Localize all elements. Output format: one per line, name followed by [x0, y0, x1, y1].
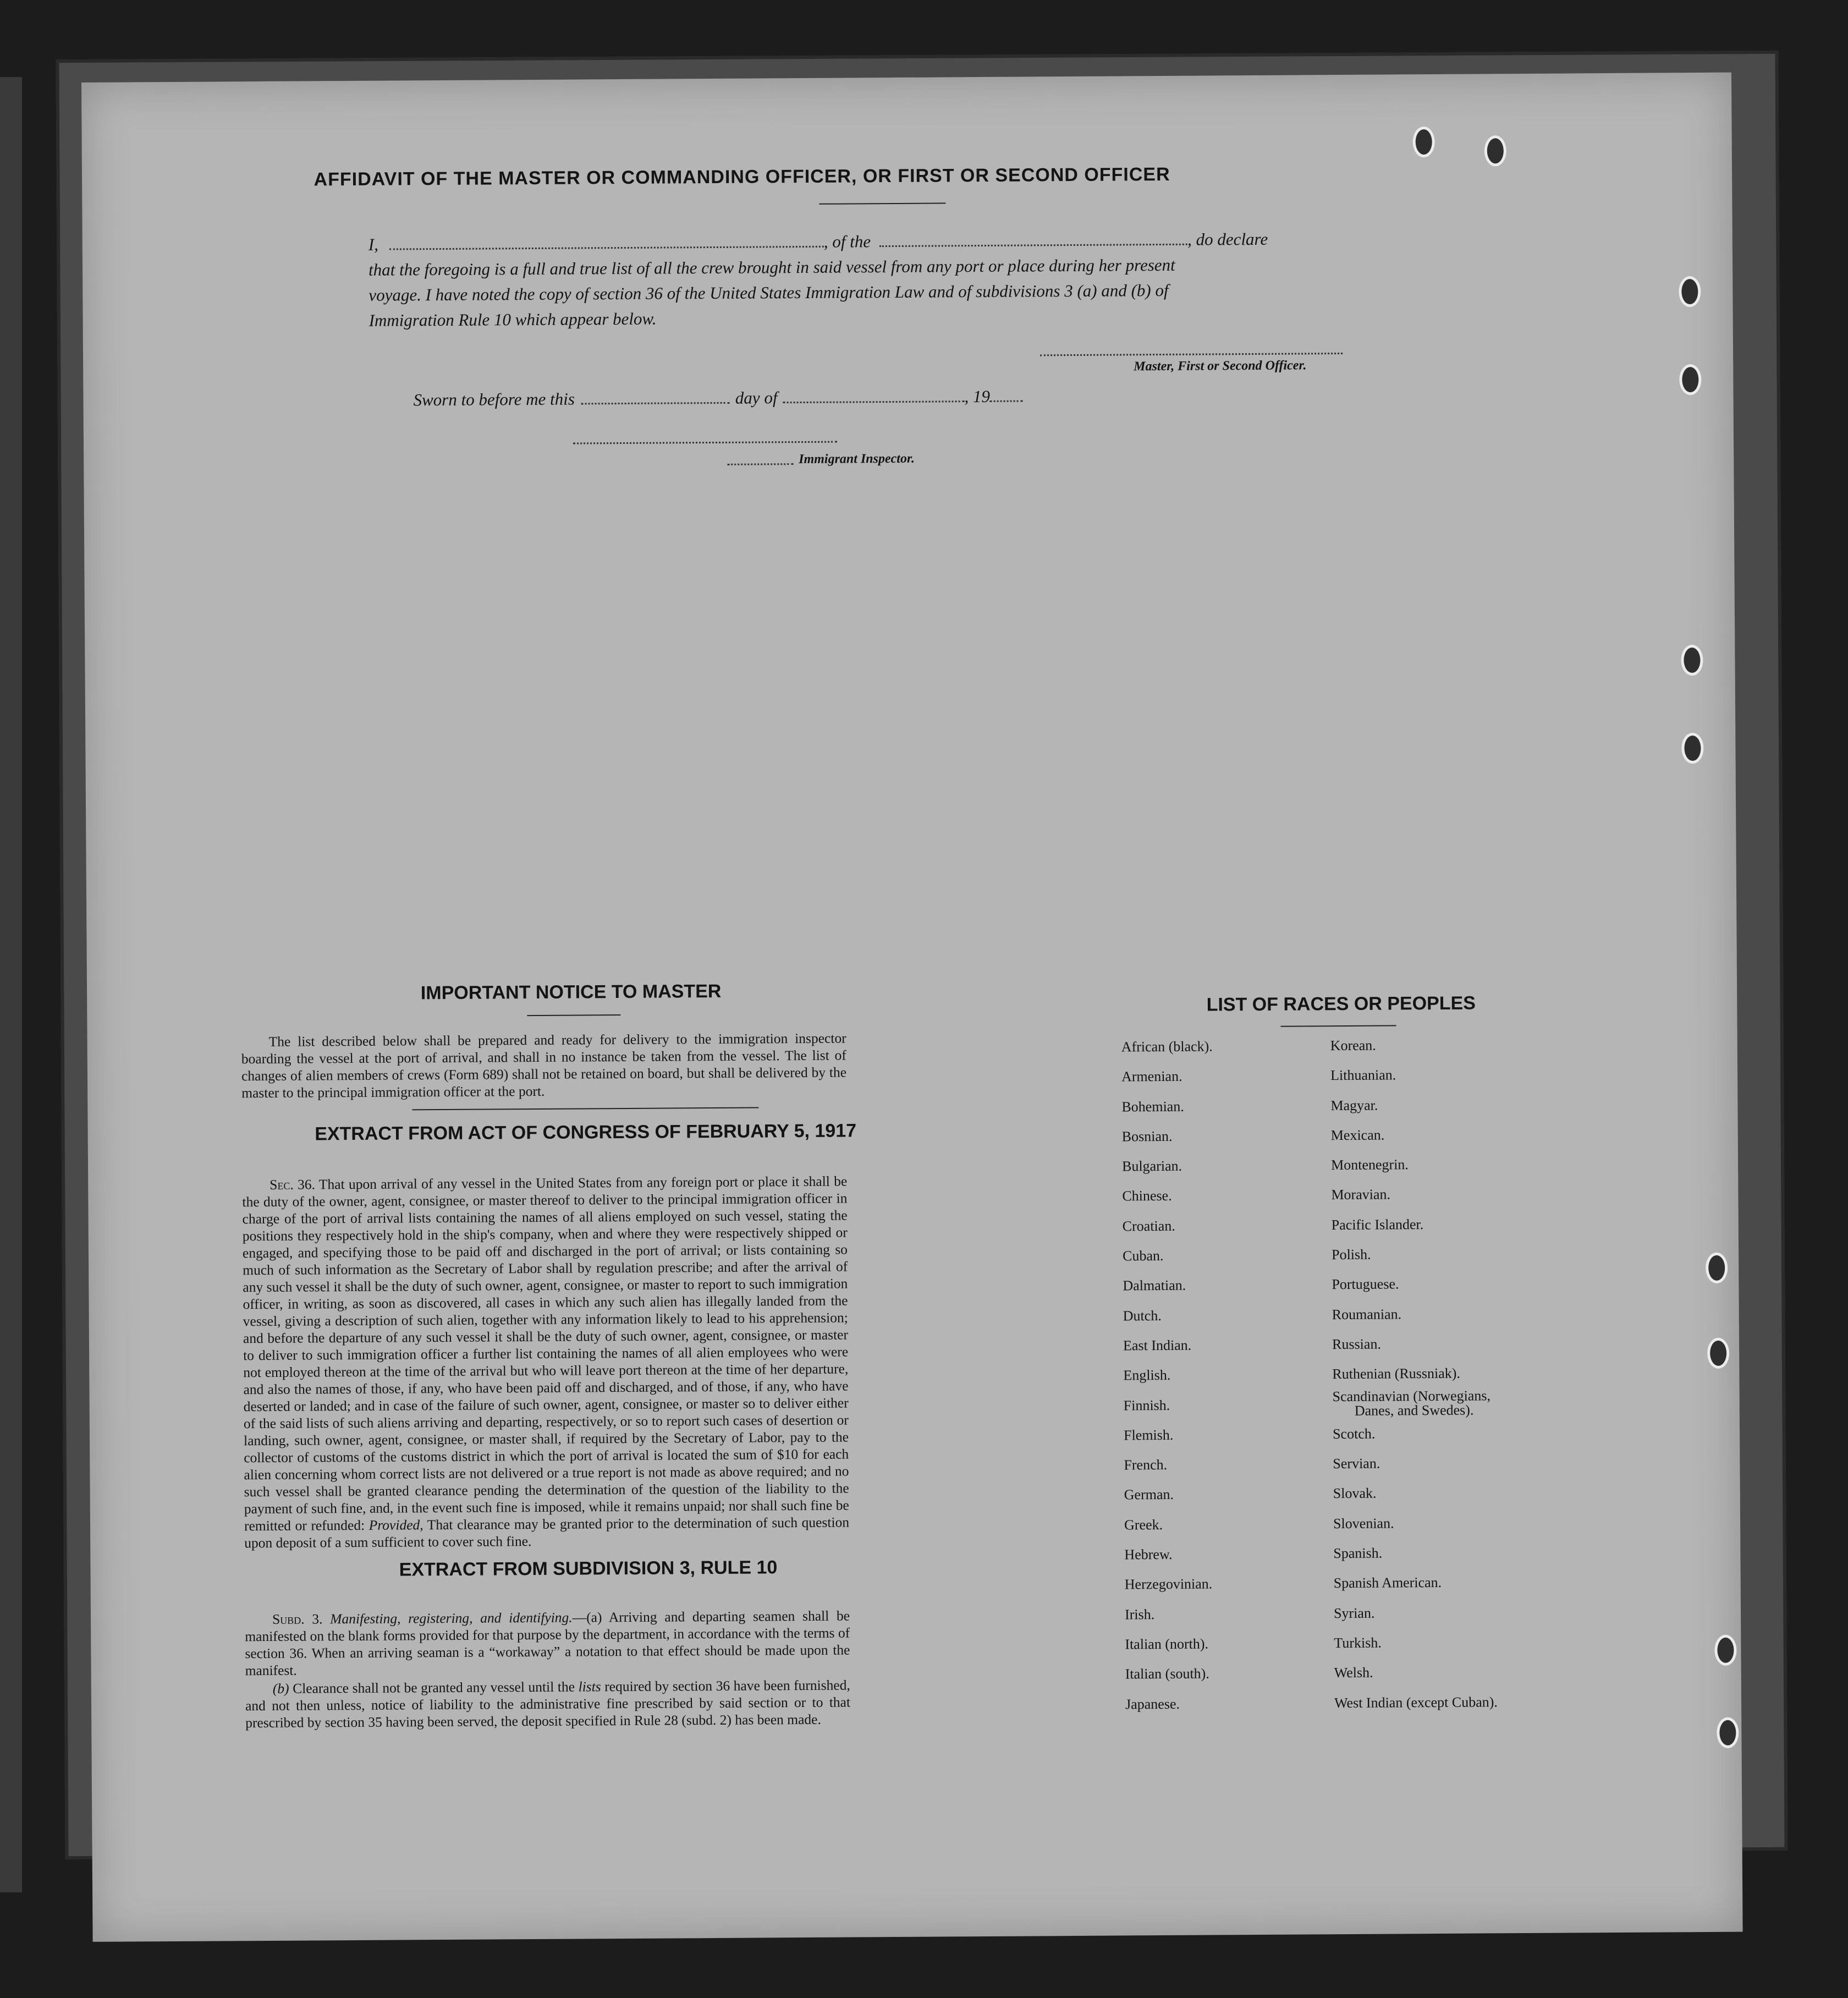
races-title: LIST OF RACES OR PEOPLES	[1206, 992, 1476, 1016]
punch-hole	[1413, 127, 1435, 157]
race-item: Portuguese.	[1332, 1276, 1399, 1293]
race-item: Croatian.	[1122, 1217, 1175, 1234]
race-item: West Indian (except Cuban).	[1334, 1693, 1498, 1711]
of-the-label: , of the	[823, 232, 871, 251]
punch-hole	[1706, 1253, 1728, 1283]
race-item: German.	[1124, 1486, 1174, 1503]
notice-underline	[527, 1014, 620, 1016]
race-item: Flemish.	[1123, 1426, 1174, 1443]
day-blank	[581, 391, 730, 405]
master-signature-label: Master, First or Second Officer.	[1134, 358, 1307, 374]
punch-hole	[1679, 364, 1701, 395]
race-item: Dalmatian.	[1123, 1277, 1186, 1294]
subd-heading: Manifesting, registering, and identifying.	[330, 1609, 573, 1627]
punch-hole	[1484, 135, 1506, 166]
race-item: Bohemian.	[1121, 1098, 1184, 1115]
act-body-end: That clearance may be granted prior to the determination of such question upon deposit of a sum sufficient to cover such fine.	[244, 1514, 850, 1551]
race-item: Polish.	[1331, 1246, 1371, 1263]
race-item: Mexican.	[1330, 1127, 1385, 1144]
i-label: I,	[368, 234, 378, 254]
race-item: Cuban.	[1122, 1248, 1164, 1264]
race-item-line: Scandinavian (Norwegians,	[1332, 1387, 1491, 1404]
do-declare-label: , do declare	[1187, 229, 1268, 249]
race-item: Irish.	[1124, 1606, 1155, 1623]
name-blank	[389, 235, 824, 250]
race-item: Slovenian.	[1333, 1515, 1394, 1532]
punch-hole	[1707, 1338, 1729, 1369]
sworn-label: Sworn to before me this	[413, 389, 575, 410]
declaration-line-4: Immigration Rule 10 which appear below.	[369, 309, 657, 330]
race-item: East Indian.	[1123, 1337, 1192, 1354]
act-extract-text	[242, 1173, 849, 1552]
race-item: Chinese.	[1122, 1188, 1172, 1204]
race-item: Roumanian.	[1332, 1306, 1402, 1322]
document-page	[81, 73, 1743, 1942]
inspector-signature-line	[573, 441, 837, 444]
race-item: Herzegovinian.	[1124, 1576, 1213, 1593]
rule-para-b	[245, 1677, 851, 1732]
race-item: Korean.	[1330, 1037, 1376, 1054]
race-item: Spanish.	[1333, 1545, 1383, 1562]
race-item: Welsh.	[1334, 1664, 1373, 1681]
race-item: Slovak.	[1333, 1485, 1377, 1502]
act-extract-title: EXTRACT FROM ACT OF CONGRESS OF FEBRUARY 5, 1917	[315, 1120, 857, 1145]
declaration-line-3: voyage. I have noted the copy of section 36 of the United States Immigration Law and of subdivisions 3 (a) and (b) of	[369, 280, 1169, 305]
para-b-lists: lists	[578, 1678, 601, 1695]
race-item: Dutch.	[1123, 1307, 1162, 1324]
races-right-column	[1330, 1030, 1498, 1718]
title-underline	[819, 202, 945, 204]
race-item-line: Danes, and Swedes).	[1354, 1402, 1474, 1419]
race-item: Lithuanian.	[1330, 1067, 1396, 1084]
rule-extract-title: EXTRACT FROM SUBDIVISION 3, RULE 10	[399, 1557, 778, 1580]
race-item: Italian (north).	[1125, 1635, 1209, 1653]
para-a-text: Arriving and departing seamen shall be manifested on the blank forms provided for that purpose by the department, in accordance with the terms of section 36. When an arriving seaman is a “workaway” a notation to that effect should be made upon the manifest.	[245, 1607, 850, 1679]
race-item: Servian.	[1333, 1455, 1380, 1472]
punch-hole	[1717, 1717, 1739, 1748]
punch-hole	[1714, 1635, 1736, 1666]
race-item: Moravian.	[1331, 1186, 1391, 1203]
month-blank	[783, 389, 964, 403]
race-item: Russian.	[1332, 1336, 1381, 1353]
inspector-label-leader	[727, 463, 793, 465]
races-underline	[1281, 1025, 1396, 1027]
races-left-column	[1121, 1031, 1217, 1719]
sworn-line	[413, 387, 1023, 410]
vessel-blank	[879, 233, 1187, 247]
rule-para-a	[245, 1607, 850, 1679]
race-item: Pacific Islander.	[1331, 1216, 1424, 1233]
para-b-marker: (b)	[272, 1680, 289, 1697]
race-item: French.	[1124, 1457, 1168, 1473]
punch-hole	[1681, 645, 1703, 676]
race-item: Montenegrin.	[1330, 1156, 1409, 1173]
race-item: Bulgarian.	[1121, 1158, 1182, 1174]
race-item: Turkish.	[1334, 1634, 1382, 1651]
race-item: Scotch.	[1332, 1425, 1376, 1442]
notice-title: IMPORTANT NOTICE TO MASTER	[420, 980, 722, 1004]
inspector-label: Immigrant Inspector.	[799, 451, 915, 467]
race-item: Syrian.	[1333, 1605, 1375, 1621]
punch-hole	[1679, 276, 1701, 307]
affidavit-title: AFFIDAVIT OF THE MASTER OR COMMANDING OFFICER, OR FIRST OR SECOND OFFICER	[314, 163, 1170, 190]
provided-label: Provided,	[369, 1517, 424, 1533]
scanner-edge-strip	[0, 77, 22, 1892]
race-item: Italian (south).	[1125, 1665, 1209, 1682]
para-b-end: required by section 36 have been furnished, and not then unless, notice of liability to the administrative fine prescribed by said section or to that prescribed by section 35 having been served, the deposit specified in Rule 28 (subd. 2) has been made.	[245, 1677, 851, 1731]
race-item: Hebrew.	[1124, 1546, 1173, 1563]
race-item: Greek.	[1124, 1516, 1163, 1533]
day-of-label: day of	[735, 388, 778, 408]
race-item: Armenian.	[1121, 1068, 1182, 1085]
para-b-start: Clearance shall not be granted any vessel until the	[293, 1678, 575, 1697]
year-prefix-label: , 19	[964, 386, 991, 407]
act-body: That upon arrival of any vessel in the United States from any foreign port or place it shall be the duty of the owner, agent, consignee, or master thereof to deliver to the principal immigration officer in charge of the port of arrival lists containing the names of all aliens employed on such vessel, stating the positions they respectively hold in the ship's company, when and where they were respectively shipped or engaged, and specifying those to be paid off and discharged in the port of arrival; or lists containing so much of such information as the Secretary of Labor shall by regulation prescribe; and after the arrival of any such vessel it shall be the duty of such owner, agent, consignee, or master to report to such immigration officer, in writing, as soon as discovered, all cases in which any such alien has illegally landed from the vessel, giving a description of such alien, together with any information likely to lead to his apprehension; and before the departure of any such vessel it shall be the duty of such owner, agent, consignee, or master to deliver to such immigration officer a further list containing the names of all alien employees who were not employed thereon at the time of the arrival but who will leave port thereon at the time of her departure, and also the names of those, if any, who have been paid off and discharged, and of those, if any, who have deserted or landed; and in case of the failure of such owner, agent, consignee, or master so to deliver either of the said lists of such aliens arriving and departing, respectively, or so to report such cases of desertion or landing, such owner, agent, consignee, or master shall, if required by the Secretary of Labor, pay to the collector of customs of the customs district in which the port of arrival is located the sum of $10 for each alien concerning whom correct lists are not delivered or a true report is not made as above required; and no such vessel shall be granted clearance pending the determination of the question of the liability to the payment of such fine, and, in the event such fine is imposed, while it remains unpaid; nor shall such fine be remitted or refunded:	[242, 1173, 849, 1534]
para-a-marker: —(a)	[572, 1609, 602, 1626]
sec-label: Sec. 36.	[270, 1176, 316, 1193]
master-signature-line	[1040, 353, 1343, 356]
declaration-line-2: that the foregoing is a full and true list of all the crew brought in said vessel from any port or place during her present	[368, 255, 1175, 279]
race-item: Bosnian.	[1121, 1128, 1173, 1145]
race-item: Magyar.	[1330, 1097, 1378, 1113]
race-item-multiline	[1333, 1388, 1496, 1419]
race-item: Japanese.	[1125, 1695, 1180, 1712]
affidavit-declaration	[369, 226, 1387, 333]
race-item: African (black).	[1121, 1038, 1213, 1055]
race-item: Finnish.	[1123, 1397, 1170, 1414]
race-item: English.	[1123, 1367, 1171, 1384]
notice-text: The list described below shall be prepared and ready for delivery to the immigration inspector boarding the vessel at the port of arrival, and shall in no instance be taken from the vessel. The list of changes of alien members of crews (Form 689) shall not be retained on board, but shall be delivered by the master to the principal immigration officer at the port.	[241, 1030, 847, 1101]
punch-hole	[1681, 733, 1703, 764]
race-item: Ruthenian (Russniak).	[1332, 1365, 1461, 1382]
year-blank	[990, 389, 1023, 402]
subd-label: Subd. 3.	[272, 1611, 323, 1627]
divider	[412, 1107, 758, 1111]
race-item: Spanish American.	[1333, 1574, 1442, 1591]
